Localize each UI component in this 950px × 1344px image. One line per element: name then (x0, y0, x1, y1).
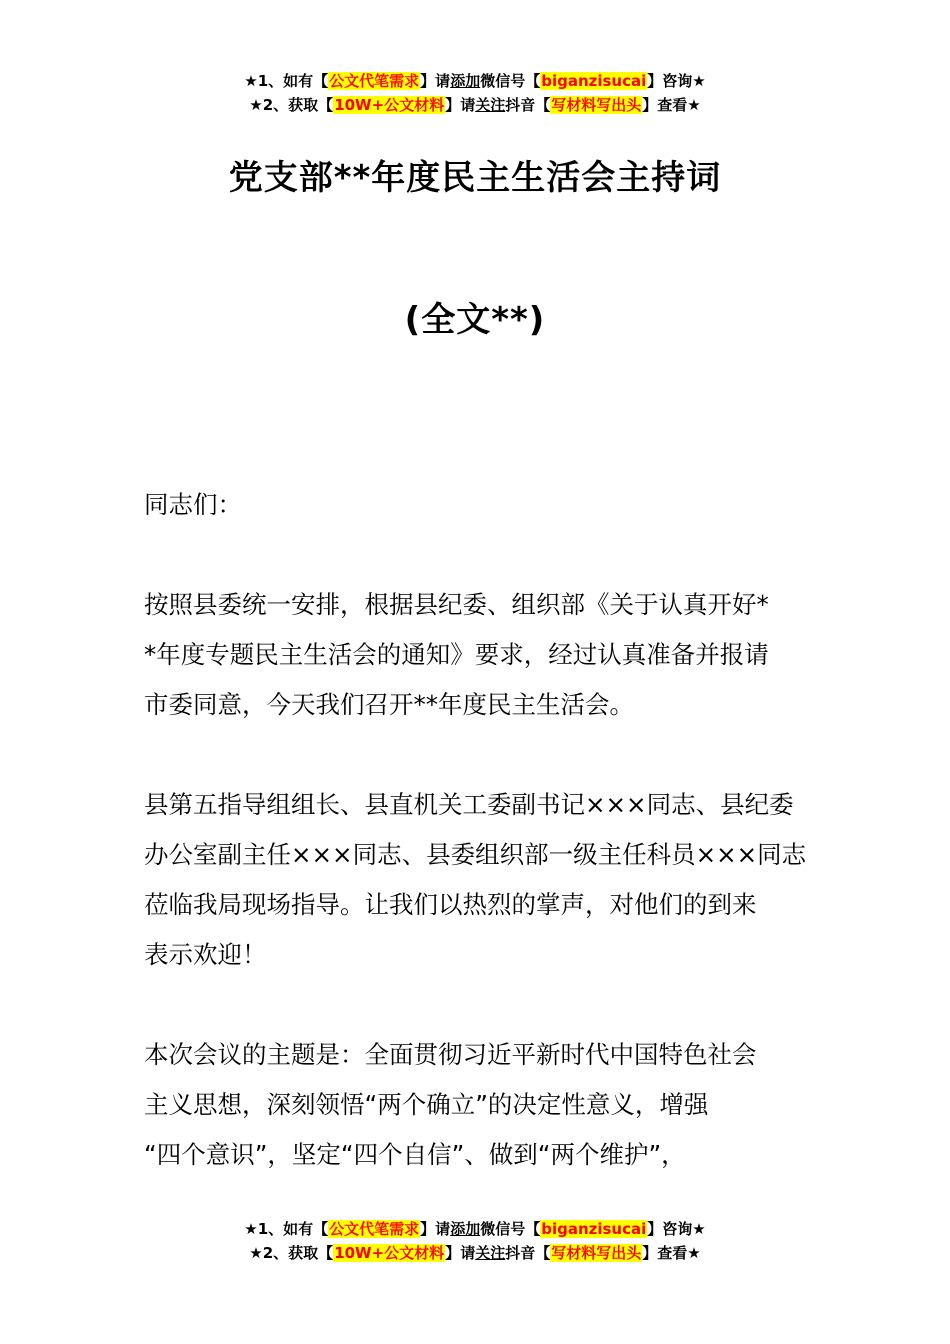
paragraph-line: 本次会议的主题是：全面贯彻习近平新时代中国特色社会 (144, 1040, 757, 1069)
banner-underline: 关注 (475, 1244, 506, 1262)
paragraph-line: 按照县委统一安排，根据县纪委、组织部《关于认真开好* (144, 590, 769, 619)
document-subtitle: (全文**) (404, 300, 546, 340)
banner-text: ★2、获取【 (249, 96, 334, 114)
greeting (144, 480, 810, 530)
banner-text: ★2、获取【 (249, 1244, 334, 1262)
banner-text: 微信号【 (480, 1220, 541, 1238)
paragraph-2 (144, 780, 810, 980)
banner-text: 微信号【 (480, 72, 541, 90)
banner-line-2 (0, 1241, 950, 1265)
banner-line-1 (0, 1217, 950, 1241)
paragraph-3 (144, 1030, 810, 1180)
banner-highlight: 10W+公文材料 (334, 1244, 445, 1262)
paragraph-1 (144, 580, 810, 730)
paragraph-line: *年度专题民主生活会的通知》要求，经过认真准备并报请 (144, 640, 769, 669)
paragraph-line: 县第五指导组组长、县直机关工委副书记×××同志、县纪委 (144, 790, 794, 819)
paragraph-line: 市委同意，今天我们召开**年度民主生活会。 (144, 690, 634, 719)
greeting-line: 同志们： (144, 490, 242, 519)
banner-text: 】查看★ (642, 1244, 701, 1262)
banner-text: 】请 (420, 1220, 451, 1238)
paragraph-line: 表示欢迎！ (144, 940, 267, 969)
banner-wechat-id: biganzisucai (541, 72, 647, 90)
paragraph-line: “四个意识”，坚定“四个自信”、做到“两个维护”， (144, 1140, 686, 1169)
banner-text: 】咨询★ (647, 1220, 706, 1238)
banner-wechat-id: biganzisucai (541, 1220, 647, 1238)
banner-douyin-id: 写材料写出头 (551, 1244, 642, 1262)
banner-highlight: 公文代笔需求 (329, 72, 420, 90)
header-banner (0, 69, 950, 117)
banner-highlight: 10W+公文材料 (334, 96, 445, 114)
footer-banner (0, 1217, 950, 1265)
banner-text: 】请 (445, 96, 476, 114)
banner-text: 】请 (420, 72, 451, 90)
banner-text: 抖音【 (505, 96, 551, 114)
banner-text: ★1、如有【 (244, 72, 329, 90)
banner-douyin-id: 写材料写出头 (551, 96, 642, 114)
document-title: 党支部**年度民主生活会主持词 (228, 158, 722, 198)
banner-line-2 (0, 93, 950, 117)
banner-text: ★1、如有【 (244, 1220, 329, 1238)
paragraph-line: 莅临我局现场指导。让我们以热烈的掌声，对他们的到来 (144, 890, 757, 919)
banner-text: 抖音【 (505, 1244, 551, 1262)
banner-text: 】查看★ (642, 96, 701, 114)
banner-text: 】请 (445, 1244, 476, 1262)
paragraph-line: 主义思想，深刻领悟“两个确立”的决定性意义，增强 (144, 1090, 709, 1119)
banner-underline: 关注 (475, 96, 506, 114)
banner-underline: 添加 (450, 1220, 481, 1238)
banner-text: 】咨询★ (647, 72, 706, 90)
banner-underline: 添加 (450, 72, 481, 90)
paragraph-line: 办公室副主任×××同志、县委组织部一级主任科员×××同志 (144, 840, 807, 869)
banner-highlight: 公文代笔需求 (329, 1220, 420, 1238)
banner-line-1 (0, 69, 950, 93)
